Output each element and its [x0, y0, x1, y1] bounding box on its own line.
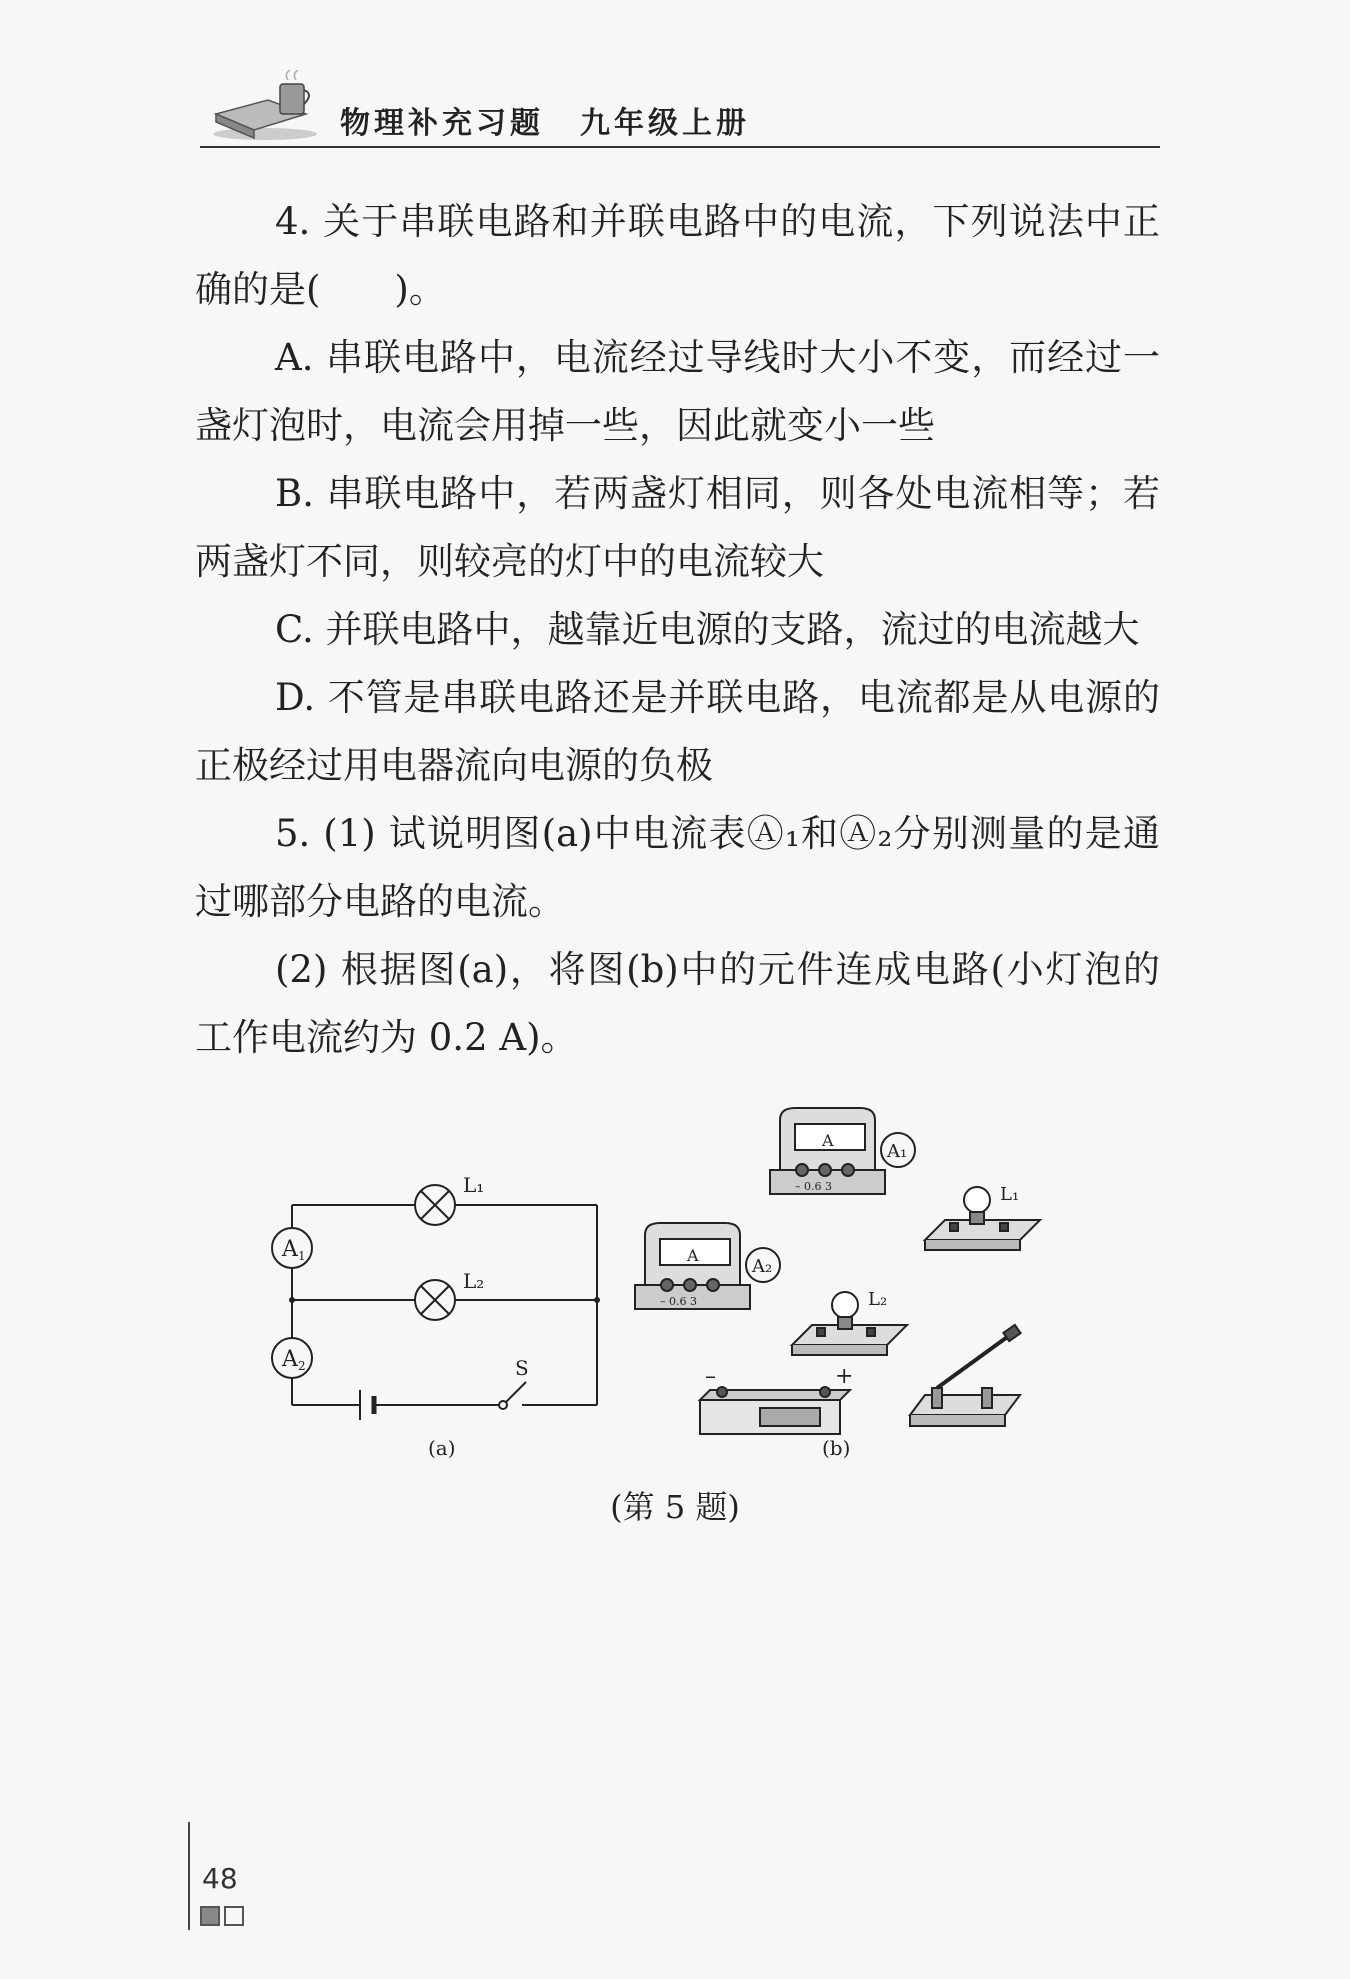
question-4-option-d: D. 不管是串联电路还是并联电路，电流都是从电源的正极经过用电器流向电源的负极: [195, 676, 1160, 787]
header-subject: 物理补充习题: [340, 106, 544, 141]
page-number-rule: [188, 1822, 190, 1930]
lamp-l1-device-label: L₁: [1000, 1184, 1020, 1205]
page-number: 48: [202, 1862, 238, 1895]
switch-s-symbol: [499, 1382, 526, 1409]
header-rule: [200, 146, 1160, 148]
lamp-l1-device: [925, 1187, 1040, 1250]
ammeter-a1-tag-label: A₁: [887, 1141, 908, 1162]
ammeter-a2-symbol: [272, 1338, 312, 1378]
junction-right: [594, 1297, 600, 1303]
switch-s-label: S: [515, 1356, 529, 1380]
svg-text:A: A: [282, 1237, 298, 1262]
lamp-l2-label: L₂: [463, 1269, 485, 1293]
battery-device: [700, 1387, 850, 1434]
question-5-figures: [260, 1100, 1060, 1500]
header-title: [340, 98, 750, 142]
svg-text:2: 2: [298, 1359, 306, 1373]
figure-b-label: (b): [822, 1436, 851, 1460]
page-header: [200, 70, 1160, 150]
ammeter-a1-face: A: [822, 1131, 834, 1150]
ammeter-a2-scale: – 0.6 3: [660, 1295, 697, 1308]
battery-negative-label: –: [705, 1364, 716, 1389]
question-5-part-1: 5. (1) 试说明图(a)中电流表Ⓐ₁和Ⓐ₂分别测量的是通过哪部分电路的电流。: [195, 812, 1160, 923]
book-and-cup-icon: [210, 70, 320, 142]
question-4-option-b: B. 串联电路中，若两盏灯相同，则各处电流相等；若两盏灯不同，则较亮的灯中的电流较大: [195, 472, 1160, 583]
page-decoration-boxes: [200, 1906, 248, 1930]
question-4-option-a: A. 串联电路中，电流经过导线时大小不变，而经过一盏灯泡时，电流会用掉一些，因此就变小一些: [195, 336, 1160, 447]
figure-caption: (第 5 题): [610, 1488, 740, 1526]
lamp-l2-symbol: [415, 1280, 455, 1320]
ammeter-a1-symbol: [272, 1228, 312, 1268]
figure-a-label: (a): [428, 1436, 456, 1460]
header-grade: 九年级上册: [580, 106, 750, 141]
question-content: [195, 188, 1160, 1072]
svg-text:A: A: [282, 1347, 298, 1372]
battery-positive-label: +: [835, 1364, 854, 1389]
junction-left: [289, 1297, 295, 1303]
question-4-option-c: C. 并联电路中，越靠近电源的支路，流过的电流越大: [275, 608, 1140, 651]
question-4-stem: 4. 关于串联电路和并联电路中的电流，下列说法中正确的是( )。: [195, 200, 1160, 311]
battery-symbol: [360, 1390, 374, 1420]
lamp-l1-label: L₁: [463, 1173, 485, 1197]
ammeter-a2-tag-label: A₂: [752, 1256, 773, 1277]
ammeter-a2-face: A: [687, 1246, 699, 1265]
lamp-l2-device: [792, 1292, 907, 1355]
lamp-l1-symbol: [415, 1185, 455, 1225]
question-5-part-2: (2) 根据图(a)，将图(b)中的元件连成电路(小灯泡的工作电流约为 0.2 A)。: [195, 948, 1160, 1059]
ammeter-a1-scale: – 0.6 3: [795, 1180, 832, 1193]
svg-text:1: 1: [298, 1249, 306, 1263]
lamp-l2-device-label: L₂: [868, 1289, 888, 1310]
knife-switch-device: [910, 1325, 1021, 1426]
